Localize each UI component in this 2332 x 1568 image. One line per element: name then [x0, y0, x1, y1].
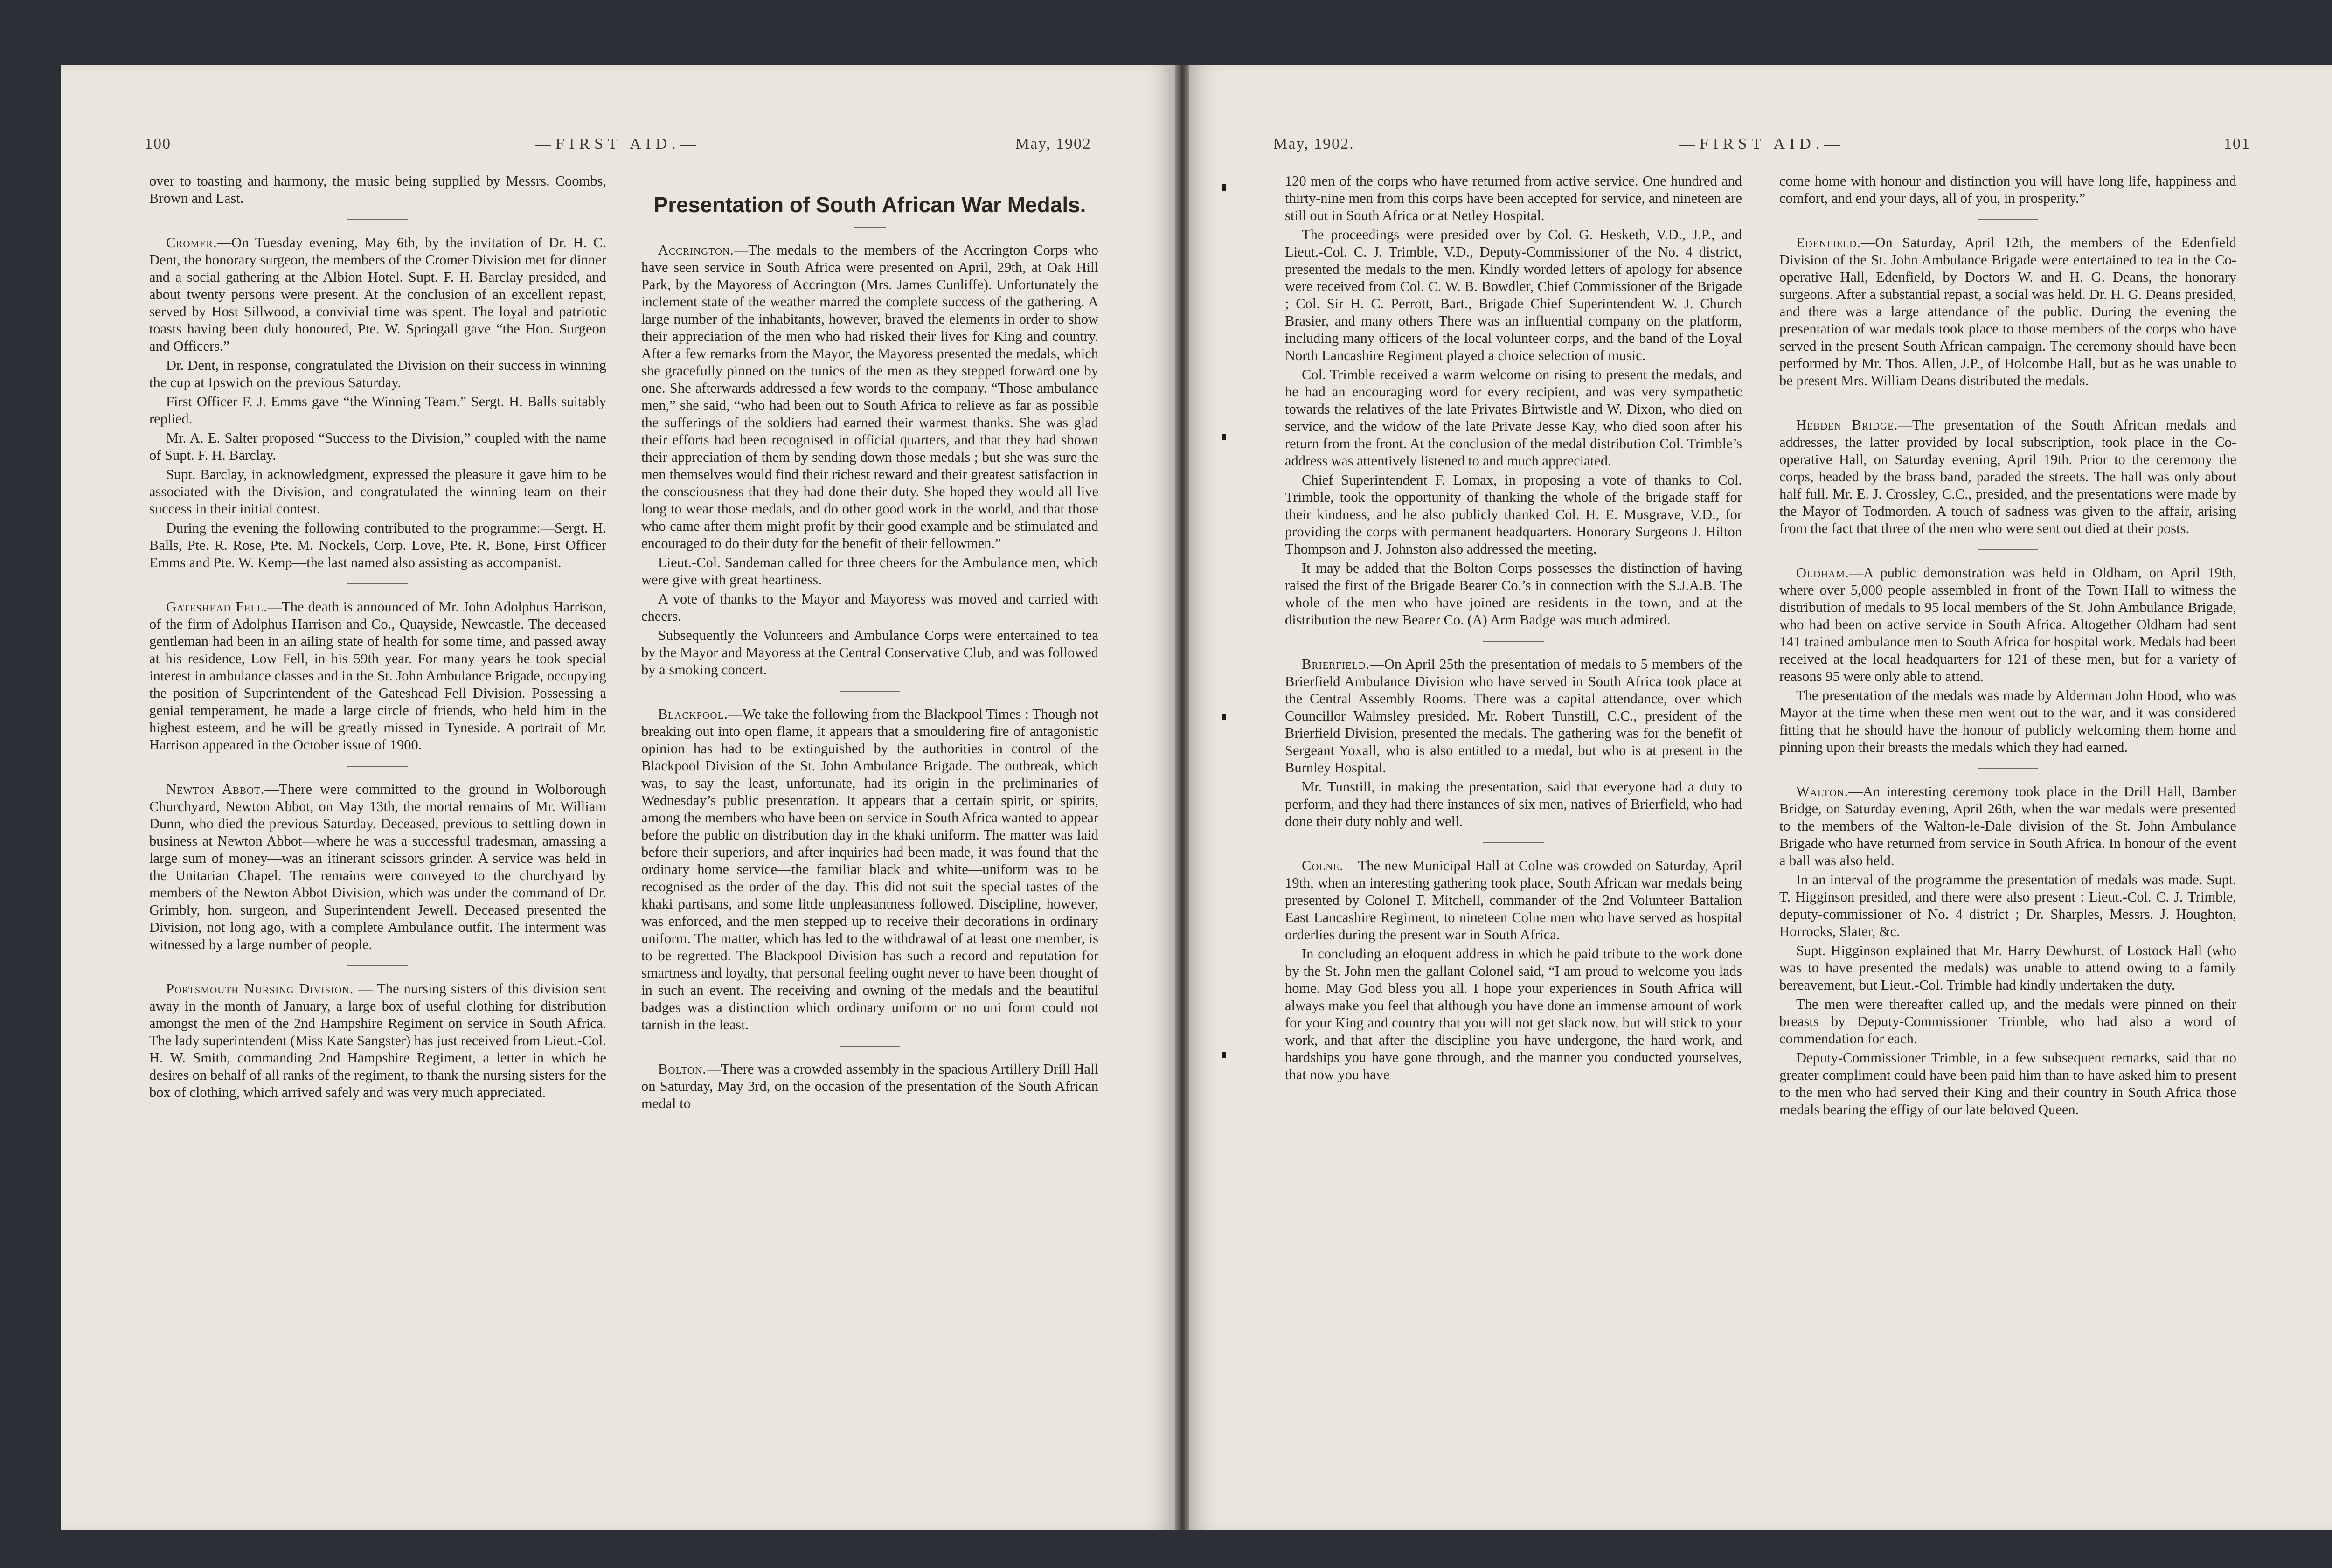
section-heading: Walton. [1796, 784, 1849, 799]
paragraph-text: Supt. Higginson explained that Mr. Harry Dewhurst, of Lostock Hall (who was to have presented the medals) was unable to attend owing to a family bereavement, but Lieut.-Col. Trimble had kindly undertaken the duty. [1779, 943, 2236, 993]
section-heading: Portsmouth Nursing Division. [166, 981, 354, 997]
paragraph [1779, 942, 2236, 994]
paragraph [149, 430, 606, 464]
paragraph [1779, 687, 2236, 756]
paragraph-text: The presentation of the medals was made by Alderman John Hood, who was Mayor at the time when these men went out to the war, and it was considered fitting that he should have the honour of publicly welcoming them home and pinning upon their breasts the medals which they had earned. [1779, 687, 2236, 755]
paragraph-text: First Officer F. J. Emms gave “the Winning Team.” Sergt. H. Balls suitably replied. [149, 394, 606, 427]
paragraph [1779, 173, 2236, 207]
section-paragraph [149, 980, 606, 1101]
binding-mark [1222, 184, 1226, 191]
paragraph [149, 173, 606, 207]
paragraph-text: —On April 25th the presentation of medals to 5 members of the Brierfield Ambulance Division who have served in South Africa took place at the Central Assembly Rooms. There was a capital attendance, over which Councillor Walmsley presided. Mr. Robert Tunstill, C.C., president of the Brierfield Division, presented the medals. The gathering was for the benefit of Sergeant Yoxall, who is also entitled to a medal, but who is at present in the Burnley Hospital. [1285, 656, 1742, 776]
paragraph-text: During the evening the following contributed to the programme:—Sergt. H. Balls, Pte. R. Rose, Pte. M. Nockels, Corp. Love, Pte. R. Bone, First Officer Emms and Pte. W. Kemp—the last named also assisting as accompanist. [149, 520, 606, 570]
paragraph-text: Lieut.-Col. Sandeman called for three cheers for the Ambulance men, which were give with great heartiness. [641, 555, 1098, 588]
section-heading: Bolton. [658, 1061, 707, 1077]
issue-date: May, 1902 [1015, 135, 1091, 153]
section-divider [840, 1046, 900, 1047]
paragraph-text: — The nursing sisters of this division sent away in the month of January, a large box of useful clothing for distribution amongst the men of the 2nd Hampshire Regiment on service in South Africa. The lady superintendent (Miss Kate Sangster) has just received from Lieut.-Col. H. W. Smith, commanding 2nd Hampshire Regiment, a letter in which he desires on behalf of all ranks of the regiment, to thank the nursing sisters for the box of clothing, which arrived safely and was very much appreciated. [149, 981, 606, 1100]
paragraph [641, 590, 1098, 625]
binding-mark [1222, 434, 1226, 440]
magazine-spread [61, 65, 2332, 1530]
section-divider [1978, 219, 2038, 220]
section-divider [1483, 842, 1544, 843]
divider [854, 227, 886, 228]
paragraph-text: Dr. Dent, in response, congratulated the Division on their success in winning the cup at Ipswich on the previous Saturday. [149, 357, 606, 390]
section-paragraph [1779, 564, 2236, 685]
section-paragraph [149, 781, 606, 953]
binding-gutter [1175, 65, 1189, 1530]
paragraph-text: The men were thereafter called up, and the medals were pinned on their breasts by Deputy-Commissioner Trimble, who had also a word of commendation for each. [1779, 996, 2236, 1047]
left-page-column-2 [641, 173, 1098, 1469]
paragraph [1285, 366, 1742, 470]
section-divider [1978, 768, 2038, 769]
section-divider [1978, 549, 2038, 550]
paragraph-text: 120 men of the corps who have returned from active service. One hundred and thirty-nine men from this corps have been accepted for service, and nineteen are still out in South Africa or at Netley Hospital. [1285, 173, 1742, 223]
paragraph-text: In concluding an eloquent address in which he paid tribute to the work done by the St. John men the gallant Colonel said, “I am proud to welcome you lads home. May God bless you all. I hope your experiences in South Africa will always make you feel that although you have done an immense amount of work for your King and country that you will not get slack now, but will stick to your work, and that after the discipline you have undergone, the hard work, and hardships you have gone through, and the manner you conducted yourselves, that now you have [1285, 946, 1742, 1082]
paragraph [641, 554, 1098, 589]
paragraph-text: It may be added that the Bolton Corps possesses the distinction of having raised the first of the Brigade Bearer Co.’s in connection with the S.J.A.B. The whole of the men who have joined are residents in the town, and at the distribution the new Bearer Co. (A) Arm Badge was much admired. [1285, 560, 1742, 628]
paragraph-text: Deputy-Commissioner Trimble, in a few subsequent remarks, said that no greater compliment could have been paid him than to have asked him to present to the men who had served their King and their country in South Africa those medals bearing the effigy of our late beloved Queen. [1779, 1050, 2236, 1117]
paragraph-text: The proceedings were presided over by Col. G. Hesketh, V.D., J.P., and Lieut.-Col. C. J. Trimble, V.D., Deputy-Commissioner of the No. 4 district, presented the medals to the men. Kindly worded letters of apology for absence were received from Col. C. W. B. Bowdler, Chief Commissioner of the Brigade ; Col. Sir H. C. Perrott, Bart., Brigade Chief Superintendent W. J. Church Brasier, and many others There was an influential company on the platform, including many officers of the local volunteer corps, and the band of the Loyal North Lancashire Regiment played a choice selection of music. [1285, 227, 1742, 363]
paragraph [1285, 945, 1742, 1083]
section-heading: Colne. [1302, 858, 1344, 874]
page-number: 100 [145, 135, 171, 153]
paragraph-text: Subsequently the Volunteers and Ambulance Corps were entertained to tea by the Mayor and Mayoress at the Central Conservative Club, and was followed by a smoking concert. [641, 627, 1098, 678]
paragraph [1779, 1049, 2236, 1118]
paragraph [149, 393, 606, 428]
paragraph [1285, 173, 1742, 224]
section-paragraph [1779, 416, 2236, 537]
page-number: 101 [2224, 135, 2250, 153]
section-heading: Cromer. [166, 235, 217, 250]
section-heading: Accrington. [658, 242, 734, 258]
paragraph-text: —The medals to the members of the Accrington Corps who have seen service in South Africa were presented on April, 29th, at Oak Hill Park, by the Mayoress of Accrington (Mrs. James Cunliffe). Unfortunately the inclement state of the weather marred the complete success of the gathering. A large number of the inhabitants, however, braved the elements in order to show their appreciation of the men who had risked their lives for King and country. After a few remarks from the Mayor, the Mayoress presented the medals, which she gracefully pinned on the tunics of the men as they stepped forward one by one. She afterwards addressed a few words to the company. “Those ambulance men,” she said, “who had been out to South Africa to relieve as far as possible the sufferings of the soldiers had earned their warmest thanks. She was glad their efforts had been recognised in official quarters, and that they had shown their appreciation of them by sending down those medals ; but she was sure the men themselves would find their richest reward and their greatest satisfaction in the consciousness that they had done their duty. She hoped they would all live long to wear those medals, and do other good work in the world, and that those who came after them might profit by their good example and be stimulated and encouraged to do their duty for the benefit of their fellowmen.” [641, 242, 1098, 551]
paragraph [641, 627, 1098, 679]
paragraph-text: In an interval of the programme the presentation of medals was made. Supt. T. Higginson presided, and there were also present : Lieut.-Col. C. J. Trimble, deputy-commissioner of No. 4 district ; Dr. Sharples, Messrs. J. Houghton, Horrocks, Slater, &c. [1779, 872, 2236, 939]
section-paragraph [1285, 656, 1742, 777]
paragraph-text: A vote of thanks to the Mayor and Mayoress was moved and carried with cheers. [641, 591, 1098, 624]
paragraph-text: over to toasting and harmony, the music being supplied by Messrs. Coombs, Brown and Last. [149, 173, 606, 206]
section-divider [347, 583, 408, 584]
right-page-column-2 [1779, 173, 2236, 1469]
article-body [641, 242, 1098, 1112]
section-heading: Blackpool. [658, 706, 728, 722]
paragraph [1285, 226, 1742, 364]
paragraph-text: Mr. A. E. Salter proposed “Success to the Division,” coupled with the name of Supt. F. H. Barclay. [149, 430, 606, 463]
paragraph-text: —On Tuesday evening, May 6th, by the invitation of Dr. H. C. Dent, the honorary surgeon, the members of the Cromer Division met for dinner and a social gathering at the Albion Hotel. Supt. F. H. Barclay presided, and about twenty persons were present. At the conclusion of an excellent repast, served by Host Sillwood, a convivial time was spent. The loyal and patriotic toasts having been duly honoured, Pte. W. Springall gave “the Hon. Surgeon and Officers.” [149, 235, 606, 354]
paragraph-text: —There was a crowded assembly in the spacious Artillery Drill Hall on Saturday, May 3rd, on the occasion of the presentation of the South African medal to [641, 1061, 1098, 1111]
paragraph-text: —The new Municipal Hall at Colne was crowded on Saturday, April 19th, when an interesting gathering took place, South African war medals being presented by Colonel T. Mitchell, commander of the 2nd Volunteer Battalion East Lancashire Regiment, to nineteen Colne men who have served as hospital orderlies during the present war in South Africa. [1285, 858, 1742, 943]
section-paragraph [1779, 234, 2236, 389]
paragraph [1779, 996, 2236, 1048]
right-page [1189, 65, 2332, 1530]
section-heading: Edenfield. [1796, 235, 1861, 250]
section-paragraph [641, 242, 1098, 552]
paragraph-text: —We take the following from the Blackpool Times : Though not breaking out into open flame, it appears that a smouldering fire of antagonistic opinion has had to be extinguished by the authorities in control of the Blackpool Division of the St. John Ambulance Brigade. The outbreak, which was, to say the least, unfortunate, had its origin in the preliminaries of Wednesday’s public presentation. It appears that a certain spirit, or spirits, among the members who have been on service in South Africa wanted to appear before the public on distribution day in the khaki uniform. The matter was laid before their superiors, and after inquiries had been made, it was found that the ordinary home service—the familiar black and white—uniform was to be recognised as the order of the day. This did not suit the special tastes of the khaki partisans, and some little unpleasantness followed. Discipline, however, was enforced, and the men stepped up to receive their decorations in ordinary uniform. The matter, which has led to the withdrawal of at least one member, is to be regretted. The Blackpool Division has such a record and reputation for smartness and loyalty, that personal feeling ought never to have been thought of in such an event. The receiving and owning of the medals and the beautiful badges was a distinction which ordinary uniform or no uni form could not tarnish in the least. [641, 706, 1098, 1033]
paragraph-text: —There were committed to the ground in Wolborough Churchyard, Newton Abbot, on May 13th, the mortal remains of Mr. William Dunn, who died the previous Saturday. Deceased, previous to settling down in business at Newton Abbot—where he was a successful tradesman, amassing a large sum of money—was an itinerant scissors grinder. A service was held in the Unitarian Chapel. The remains were conveyed to the churchyard by members of the Newton Abbot Division, which was under the command of Dr. Grimbly, hon. surgeon, and Superintendent Jewell. Deceased presented the Division, not long ago, with a complete Ambulance outfit. The interment was witnessed by a large number of people. [149, 781, 606, 952]
running-title: —FIRST AID.— [1679, 135, 1845, 153]
paragraph-text: come home with honour and distinction you will have long life, happiness and comfort, and end your days, all of you, in prosperity.” [1779, 173, 2236, 206]
section-divider [1483, 641, 1544, 642]
paragraph [1285, 472, 1742, 558]
right-page-column-1 [1285, 173, 1742, 1469]
paragraph-text: Chief Superintendent F. Lomax, in proposing a vote of thanks to Col. Trimble, took the opportunity of thanking the whole of the brigade staff for their kindness, and he also publicly thanked Col. H. E. Musgrave, V.D., for providing the corps with permanent headquarters. Honorary Surgeons J. Hilton Thompson and J. Johnston also addressed the meeting. [1285, 472, 1742, 557]
section-divider [347, 965, 408, 966]
paragraph-text: Mr. Tunstill, in making the presentation, said that everyone had a duty to perform, and they had there instances of six men, natives of Brierfield, who had done their duty nobly and well. [1285, 779, 1742, 829]
binding-mark [1222, 1052, 1226, 1058]
section-paragraph [641, 706, 1098, 1034]
section-paragraph [1285, 857, 1742, 944]
paragraph-text: —The death is announced of Mr. John Adolphus Harrison, of the firm of Adolphus Harrison and Co., Quayside, Newcastle. The deceased gentleman had been in an ailing state of health for some time, and passed away at his residence, Low Fell, in his 59th year. For many years he took special interest in ambulance classes and in the St. John Ambulance Brigade, occupying the position of Superintendent of the Gateshead Fell Division. Possessing a genial temperament, he made a large circle of friends, who held him in the highest esteem, and he will be greatly missed in Tyneside. A portrait of Mr. Harrison appeared in the October issue of 1900. [149, 599, 606, 753]
section-heading: Oldham. [1796, 565, 1849, 581]
article-title: Presentation of South African War Medals. [653, 193, 1086, 217]
section-divider [840, 691, 900, 692]
left-page [61, 65, 1175, 1530]
section-heading: Brierfield. [1302, 656, 1370, 672]
section-heading: Gateshead Fell. [166, 599, 268, 615]
binding-mark [1222, 714, 1226, 720]
paragraph-text: Supt. Barclay, in acknowledgment, expressed the pleasure it gave him to be associated with the Division, and congratulated the winning team on their success in their initial contest. [149, 466, 606, 517]
paragraph [149, 520, 606, 571]
paragraph-text: —An interesting ceremony took place in the Drill Hall, Bamber Bridge, on Saturday evening, April 26th, when the war medals were presented to the members of the Walton-le-Dale division of the St. John Ambulance Brigade who have returned from service in South Africa. In honour of the event a ball was also held. [1779, 784, 2236, 868]
paragraph [1779, 871, 2236, 940]
section-heading: Newton Abbot. [166, 781, 265, 797]
running-title: —FIRST AID.— [535, 135, 701, 153]
issue-date: May, 1902. [1273, 135, 1354, 153]
paragraph-text: —On Saturday, April 12th, the members of the Edenfield Division of the St. John Ambulance Brigade were entertained to tea in the Co-operative Hall, Edenfield, by Doctors W. and H. G. Deans, the honorary surgeons. After a substantial repast, a social was held. Dr. H. G. Deans presided, and there was a large attendance of the public. During the evening the presentation of war medals took place to those members of the corps who have served in the present South African campaign. The ceremony should have been performed by Mr. Thos. Allen, J.P., of Holcombe Hall, but as he was unable to be present Mrs. William Deans distributed the medals. [1779, 235, 2236, 389]
section-paragraph [149, 598, 606, 754]
paragraph-text: —The presentation of the South African medals and addresses, the latter provided by local subscription, took place in the Co-operative Hall, on Saturday evening, April 19th. Prior to the ceremony the corps, headed by the brass band, paraded the streets. The hall was only about half full. Mr. E. J. Crossley, C.C., presided, and the presentations were made by the Mayor of Todmorden. A touch of sadness was given to the affair, arising from the fact that three of the men who were sent out died at their posts. [1779, 417, 2236, 536]
paragraph [1285, 778, 1742, 830]
paragraph [149, 466, 606, 518]
section-divider [347, 219, 408, 220]
paragraph-text: Col. Trimble received a warm welcome on rising to present the medals, and he had an encouraging word for every recipient, and was very sympathetic towards the relatives of the late Privates Birtwistle and W. Dixon, who died on service, and the widow of the late Private Jesse Kay, who died soon after his return from the front. At the conclusion of the medal distribution Col. Trimble’s address was attentively listened to and much appreciated. [1285, 367, 1742, 469]
left-page-column-1 [149, 173, 606, 1469]
section-divider [347, 766, 408, 767]
section-paragraph [641, 1061, 1098, 1112]
section-paragraph [149, 234, 606, 355]
paragraph-text: —A public demonstration was held in Oldham, on April 19th, where over 5,000 people assembled in front of the Town Hall to witness the distribution of medals to 95 local members of the St. John Ambulance Brigade, who had been on active service in South Africa. Altogether Oldham had sent 141 trained ambulance men to South Africa for hospital work. Medals had been received at the local headquarters for 121 of these men, but for a variety of reasons 95 were only able to attend. [1779, 565, 2236, 684]
section-paragraph [1779, 783, 2236, 869]
page-header [145, 135, 1091, 159]
paragraph [1285, 560, 1742, 629]
section-heading: Hebden Bridge. [1796, 417, 1898, 433]
paragraph [149, 357, 606, 391]
page-header [1273, 135, 2250, 159]
